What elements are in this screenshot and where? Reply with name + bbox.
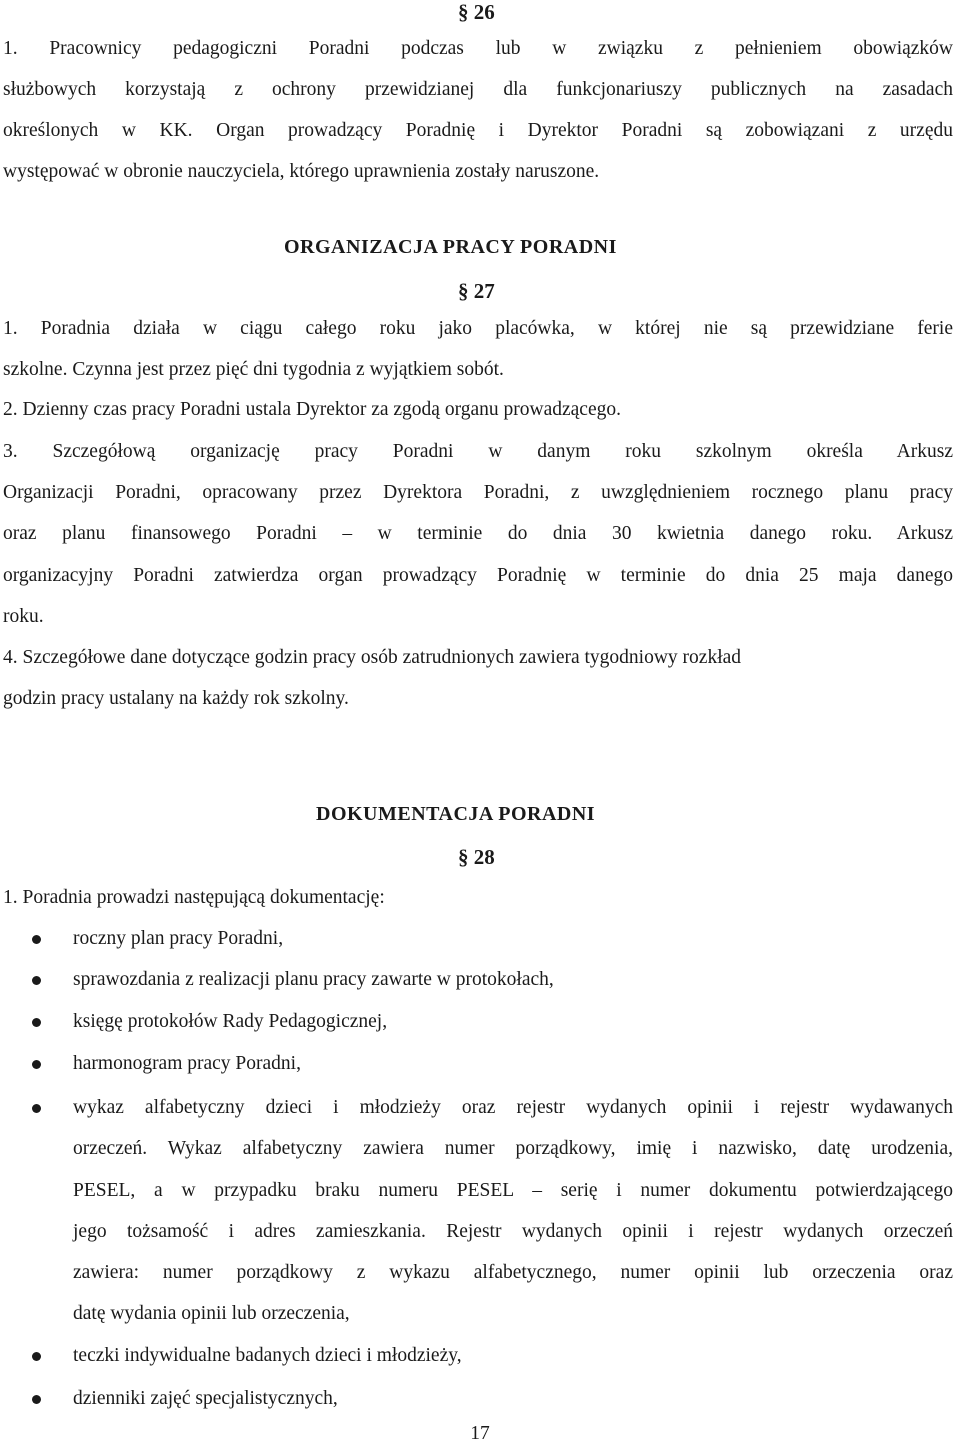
bullet-icon: [32, 1104, 41, 1113]
list-item-continuation: zawiera: numer porządkowy z wykazu alfabetycznego, numer opinii lub orzeczenia oraz: [73, 1262, 953, 1283]
list-item: harmonogram pracy Poradni,: [73, 1053, 301, 1074]
paragraph-line: 1. Poradnia działa w ciągu całego roku jako placówka, w której nie są przewidziane ferie: [3, 318, 953, 339]
section-28-title: § 28: [458, 845, 495, 869]
paragraph-line: szkolne. Czynna jest przez pięć dni tygodnia z wyjątkiem sobót.: [3, 359, 504, 380]
list-intro: 1. Poradnia prowadzi następującą dokumentację:: [3, 887, 385, 908]
bullet-icon: [32, 1395, 41, 1404]
list-item: księgę protokołów Rady Pedagogicznej,: [73, 1011, 388, 1032]
section-heading-organizacja: ORGANIZACJA PRACY PORADNI: [284, 236, 617, 258]
list-item-continuation: PESEL, a w przypadku braku numeru PESEL – serię i numer dokumentu potwierdzającego: [73, 1180, 953, 1201]
list-item: sprawozdania z realizacji planu pracy zawarte w protokołach,: [73, 969, 554, 990]
list-item-continuation: datę wydania opinii lub orzeczenia,: [73, 1303, 350, 1324]
list-item: wykaz alfabetyczny dzieci i młodzieży oraz rejestr wydanych opinii i rejestr wydawanych: [73, 1097, 953, 1118]
list-item-continuation: orzeczeń. Wykaz alfabetyczny zawiera numer porządkowy, imię i nazwisko, datę urodzenia,: [73, 1138, 953, 1159]
section-heading-dokumentacja: DOKUMENTACJA PORADNI: [316, 803, 596, 825]
paragraph-line: 3. Szczegółową organizację pracy Poradni w danym roku szkolnym określa Arkusz: [3, 441, 953, 462]
page-number: 17: [470, 1423, 490, 1444]
paragraph-line: godzin pracy ustalany na każdy rok szkolny.: [3, 688, 349, 709]
bullet-icon: [32, 1060, 41, 1069]
paragraph-line: określonych w KK. Organ prowadzący Poradnię i Dyrektor Poradni są zobowiązani z urzędu: [3, 120, 953, 141]
paragraph-line: roku.: [3, 606, 44, 627]
section-26-title: § 26: [458, 0, 495, 24]
section-27-title: § 27: [458, 279, 495, 303]
paragraph-line: 1. Pracownicy pedagogiczni Poradni podczas lub w związku z pełnieniem obowiązków: [3, 38, 953, 59]
paragraph-line: 2. Dzienny czas pracy Poradni ustala Dyrektor za zgodą organu prowadzącego.: [3, 399, 621, 420]
list-item-continuation: jego tożsamość i adres zamieszkania. Rejestr wydanych opinii i rejestr wydanych orzeczeń: [73, 1221, 953, 1242]
paragraph-line: oraz planu finansowego Poradni – w terminie do dnia 30 kwietnia danego roku. Arkusz: [3, 523, 953, 544]
list-item: dzienniki zajęć specjalistycznych,: [73, 1388, 338, 1409]
paragraph-line: organizacyjny Poradni zatwierdza organ prowadzący Poradnię w terminie do dnia 25 maja danego: [3, 565, 953, 586]
bullet-icon: [32, 935, 41, 944]
list-item: teczki indywidualne badanych dzieci i młodzieży,: [73, 1345, 462, 1366]
paragraph-line: 4. Szczegółowe dane dotyczące godzin pracy osób zatrudnionych zawiera tygodniowy rozkład: [3, 647, 742, 668]
bullet-icon: [32, 976, 41, 985]
bullet-icon: [32, 1018, 41, 1027]
paragraph-line: służbowych korzystają z ochrony przewidzianej dla funkcjonariuszy publicznych na zasadach: [3, 79, 953, 100]
bullet-icon: [32, 1352, 41, 1361]
list-item: roczny plan pracy Poradni,: [73, 928, 284, 949]
paragraph-line: występować w obronie nauczyciela, którego uprawnienia zostały naruszone.: [3, 161, 600, 182]
paragraph-line: Organizacji Poradni, opracowany przez Dyrektora Poradni, z uwzględnieniem rocznego planu pracy: [3, 482, 953, 503]
